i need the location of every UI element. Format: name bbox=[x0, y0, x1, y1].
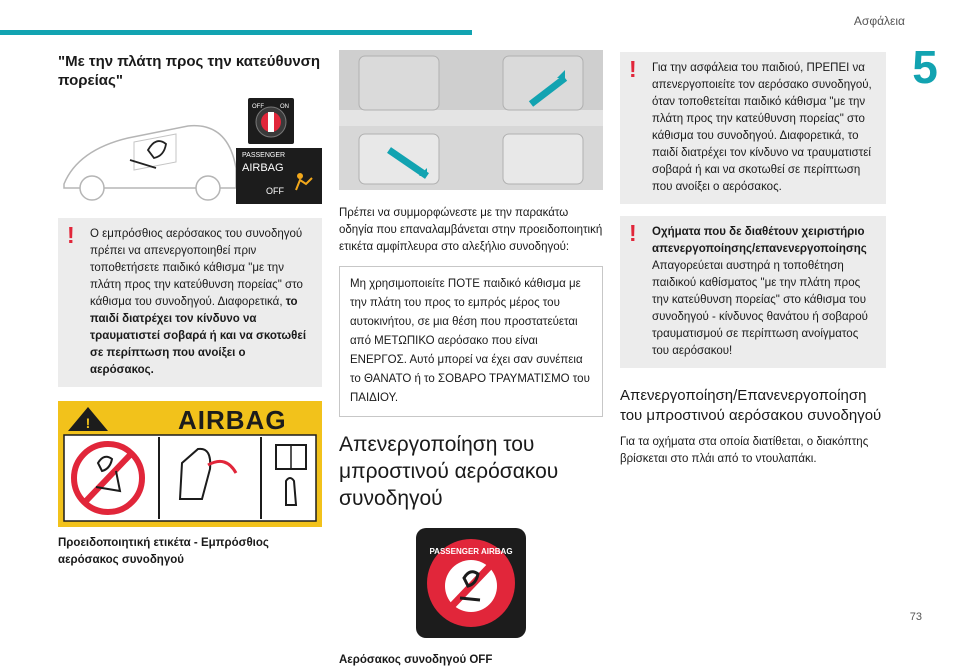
section-title: Ασφάλεια bbox=[853, 14, 905, 28]
off-icon-caption: Αερόσακος συνοδηγού OFF bbox=[339, 654, 493, 666]
dashboard-switch-icon bbox=[248, 98, 294, 144]
switch-location-text: Για τα οχήματα στα οποία διατίθεται, ο διακόπτης βρίσκεται στο πλάι από το ντουλαπάκι. bbox=[620, 436, 869, 465]
no-switch-body: Απαγορεύεται αυστηρά η τοποθέτηση παιδικού καθίσματος "με την πλάτη προς την κατεύθυνση πορείας" στο κάθισμα του συνοδηγού - κίνδυνος θανάτου ή σοβαρού τραυματισμού σε περίπτωση ανοίγματος του αερόσακου! bbox=[652, 260, 868, 357]
passenger-airbag-off-icon bbox=[416, 528, 526, 638]
column-3 bbox=[620, 48, 886, 468]
airbag-warning-icon bbox=[292, 170, 316, 194]
page-number: 73 bbox=[909, 611, 922, 623]
warning-box-rear-facing bbox=[58, 218, 322, 387]
warning-box-no-switch bbox=[620, 216, 886, 368]
visor-instruction: Πρέπει να συμμορφώνεστε με την παρακάτω οδηγία που επαναλαμβάνεται στην προειδοποιητική ετικέτα αμφίπλευρα στο αλεξήλιο συνοδηγού: bbox=[339, 207, 603, 253]
svg-text:PASSENGER AIRBAG: PASSENGER AIRBAG bbox=[429, 547, 513, 556]
deactivation-heading: Απενεργοποίηση του μπροστινού αερόσακου συνοδηγού bbox=[339, 433, 559, 510]
warning-exclamation-icon: ! bbox=[67, 222, 75, 248]
warning-text: Ο εμπρόσθιος αερόσακος του συνοδηγού πρέπει να απενεργοποιηθεί πριν τοποθετήσετε παιδικό κάθισμα "με την πλάτη προς την κατεύθυνση πορείας" στο κάθισμα του συνοδηγού. Διαφορετικά, bbox=[90, 228, 303, 308]
svg-text:ON: ON bbox=[280, 104, 289, 110]
no-switch-title: Οχήματα που δε διαθέτουν χειριστήριο απενεργοποίησης/επανενεργοποίησης bbox=[652, 226, 867, 255]
column-2 bbox=[339, 48, 603, 669]
column-1 bbox=[58, 48, 322, 569]
header-accent-bar bbox=[0, 30, 472, 35]
svg-text:!: ! bbox=[85, 415, 91, 431]
warning-exclamation-icon: ! bbox=[629, 56, 637, 82]
airbag-warning-label bbox=[58, 401, 322, 527]
switch-heading: Απενεργοποίηση/Επανενεργοποίηση του μπροστινού αερόσακου συνοδηγού bbox=[620, 387, 882, 424]
passenger-airbag-off-indicator: PASSENGER AIRBAG OFF bbox=[236, 148, 322, 204]
warning-text-bold: το παιδί διατρέχει τον κίνδυνο να τραυματιστεί σοβαρά ή και να σκοτωθεί σε περίπτωση που ανοίξει ο αερόσακος. bbox=[90, 296, 307, 376]
airbag-label-word: AIRBAG bbox=[178, 405, 287, 435]
rear-facing-illustration bbox=[58, 98, 322, 208]
visor-warning-note: Μη χρησιμοποιείτε ΠΟΤΕ παιδικό κάθισμα με την πλάτη του προς το εμπρός μέρος του αυτοκινήτου, σε μια θέση που προστατεύεται από ΜΕΤΩΠΙΚΟ αερόσακο που είναι ΕΝΕΡΓΟΣ. Αυτό μπορεί να έχει σαν συνέπεια το ΘΑΝΑΤΟ ή το ΣΟΒΑΡΟ ΤΡΑΥΜΑΤΙΣΜΟ του ΠΑΙΔΙΟΥ. bbox=[339, 266, 603, 417]
rear-facing-heading: "Με την πλάτη προς την κατεύθυνση πορείας" bbox=[58, 53, 321, 89]
chapter-number: 5 bbox=[912, 41, 938, 93]
warning-exclamation-icon: ! bbox=[629, 220, 637, 246]
label-caption: Προειδοποιητική ετικέτα - Εμπρόσθιος αερόσακος συνοδηγού bbox=[58, 537, 269, 566]
warning-box-child-safety bbox=[620, 52, 886, 204]
sun-visor-label-photo bbox=[339, 50, 603, 190]
warning-text: Για την ασφάλεια του παιδιού, ΠΡΕΠΕΙ να απενεργοποιείτε τον αερόσακο συνοδηγού, όταν τοποθετείται παιδικό κάθισμα "με την πλάτη προς την κατεύθυνση πορείας" στο κάθισμα του συνοδηγού. Διαφορετικά, το παιδί διατρέχει τον κίνδυνο να τραυματιστεί σοβαρά ή και να σκοτωθεί σε περίπτωση που ανοίξει ο αερόσακος. bbox=[652, 62, 872, 193]
svg-text:OFF: OFF bbox=[252, 104, 264, 110]
